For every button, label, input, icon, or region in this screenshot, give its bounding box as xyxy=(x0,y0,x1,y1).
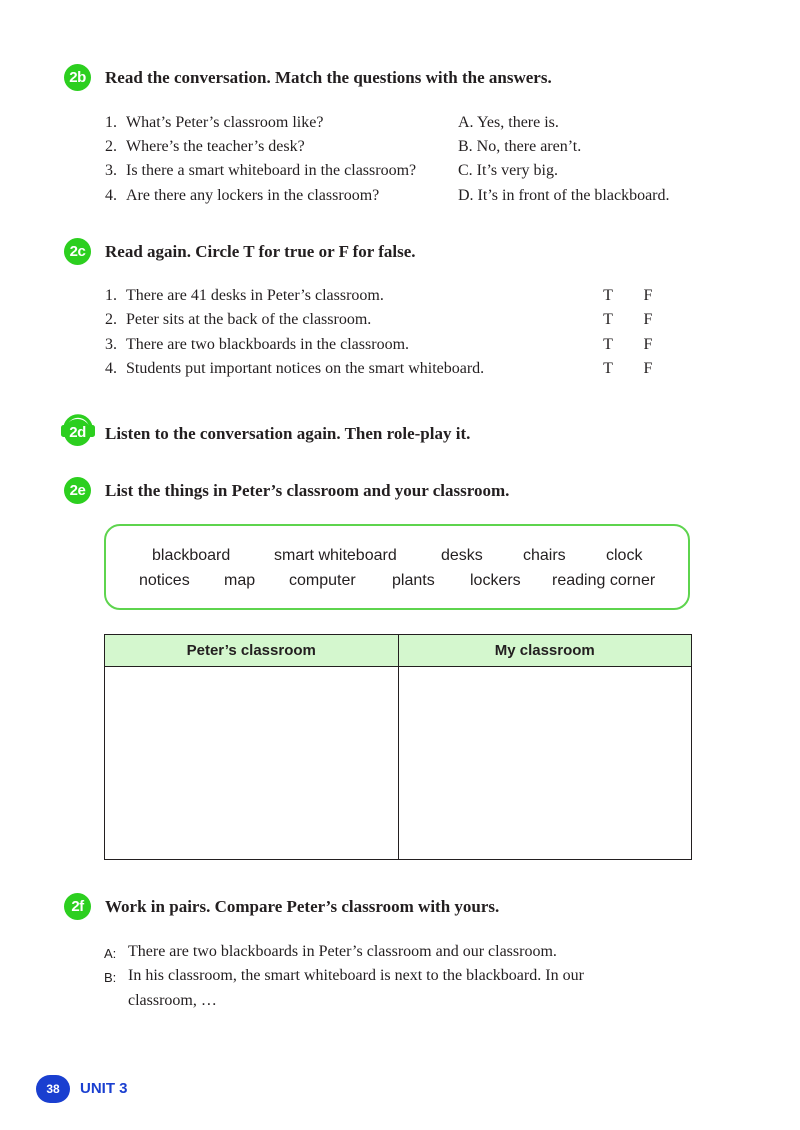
answer-a: A. Yes, there is. xyxy=(458,114,559,131)
question-1: What’s Peter’s classroom like? xyxy=(126,114,324,131)
word-item: computer xyxy=(289,572,356,589)
speaker-b: B: xyxy=(104,970,117,985)
dialogue-line-b: In his classroom, the smart whiteboard is next to the blackboard. In our xyxy=(128,967,584,984)
word-item: plants xyxy=(392,572,435,589)
speaker-a: A: xyxy=(104,946,117,961)
answer-b: B. No, there aren’t. xyxy=(458,138,582,155)
peters-classroom-cell[interactable] xyxy=(105,667,399,860)
word-item: smart whiteboard xyxy=(274,547,397,564)
question-3: Is there a smart whiteboard in the classroom? xyxy=(126,162,417,179)
badge-2d: 2d xyxy=(64,419,91,446)
statement-number: 1. xyxy=(105,287,117,304)
heading-2c: Read again. Circle T for true or F for false. xyxy=(105,242,416,261)
dialogue-line-b-continued: classroom, … xyxy=(128,992,217,1009)
false-option[interactable]: F xyxy=(643,287,653,304)
word-item: notices xyxy=(139,572,190,589)
question-number: 3. xyxy=(105,162,117,179)
true-option[interactable]: T xyxy=(603,311,613,328)
badge-2f: 2f xyxy=(64,893,91,920)
unit-label: UNIT 3 xyxy=(80,1080,128,1097)
statement-number: 2. xyxy=(105,311,117,328)
word-item: map xyxy=(224,572,256,589)
header-peters-classroom: Peter’s classroom xyxy=(105,635,399,667)
question-2: Where’s the teacher’s desk? xyxy=(126,138,305,155)
dialogue-line-a: There are two blackboards in Peter’s classroom and our classroom. xyxy=(128,943,557,960)
badge-2c: 2c xyxy=(64,238,91,265)
page-number: 38 xyxy=(36,1075,70,1103)
classroom-table xyxy=(104,634,692,860)
statement-3: There are two blackboards in the classroom. xyxy=(126,336,410,353)
statement-number: 4. xyxy=(105,360,117,377)
true-option[interactable]: T xyxy=(603,360,613,377)
true-option[interactable]: T xyxy=(603,287,613,304)
false-option[interactable]: F xyxy=(643,336,653,353)
false-option[interactable]: F xyxy=(643,360,653,377)
word-item: reading corner xyxy=(552,572,656,589)
word-item: clock xyxy=(606,547,643,564)
word-box xyxy=(104,524,690,610)
question-number: 1. xyxy=(105,114,117,131)
header-my-classroom: My classroom xyxy=(398,635,692,667)
word-item: chairs xyxy=(523,547,566,564)
word-item: desks xyxy=(441,547,483,564)
heading-2e: List the things in Peter’s classroom and your classroom. xyxy=(105,481,510,500)
statement-number: 3. xyxy=(105,336,117,353)
heading-2b: Read the conversation. Match the questions with the answers. xyxy=(105,68,552,87)
badge-2e: 2e xyxy=(64,477,91,504)
statement-2: Peter sits at the back of the classroom. xyxy=(126,311,372,328)
badge-2b: 2b xyxy=(64,64,91,91)
word-item: blackboard xyxy=(152,547,231,564)
word-item: lockers xyxy=(470,572,521,589)
question-number: 2. xyxy=(105,138,117,155)
true-option[interactable]: T xyxy=(603,336,613,353)
question-number: 4. xyxy=(105,187,117,204)
statement-1: There are 41 desks in Peter’s classroom. xyxy=(126,287,384,304)
heading-2d: Listen to the conversation again. Then role-play it. xyxy=(105,424,471,443)
my-classroom-cell[interactable] xyxy=(398,667,692,860)
answer-c: C. It’s very big. xyxy=(458,162,558,179)
statement-4: Students put important notices on the smart whiteboard. xyxy=(126,360,485,377)
heading-2f: Work in pairs. Compare Peter’s classroom with yours. xyxy=(105,897,500,916)
question-4: Are there any lockers in the classroom? xyxy=(126,187,380,204)
false-option[interactable]: F xyxy=(643,311,653,328)
answer-d: D. It’s in front of the blackboard. xyxy=(458,187,670,204)
